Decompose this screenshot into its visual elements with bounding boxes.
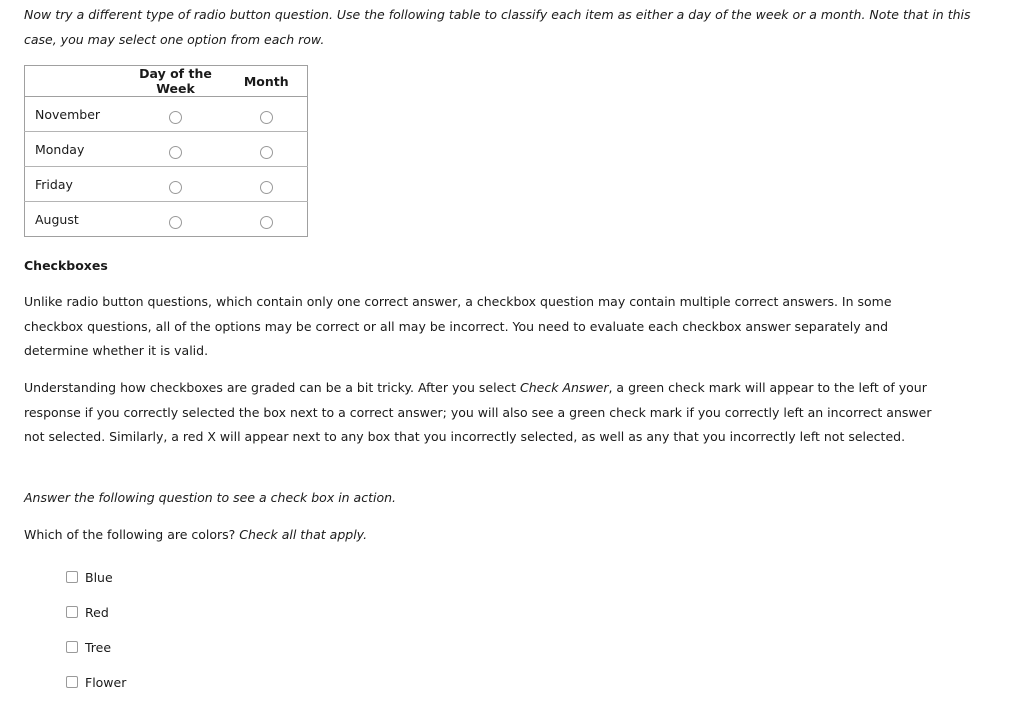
radio-month[interactable]	[260, 216, 273, 229]
checkbox-blue[interactable]	[66, 571, 78, 583]
table-row	[25, 97, 308, 132]
row-label: November	[25, 97, 126, 132]
radio-day-of-week[interactable]	[169, 111, 182, 124]
radio-day-of-week[interactable]	[169, 146, 182, 159]
table-row	[25, 167, 308, 202]
grading-text-start: Understanding how checkboxes are graded can be a bit tricky. After you select	[24, 380, 521, 395]
option-label: Flower	[85, 674, 127, 690]
grading-text-end: , a green check mark will appear to the left of your response if you correctly selected the box next to a correct answer; you will also see a green check mark if you correctly left an incorrect answer not selected. Similarly, a red X will appear next to any box that you incorrectly selected, as well as any that you incorrectly left not selected.	[24, 380, 932, 445]
radio-month[interactable]	[260, 111, 273, 124]
header-month: Month	[226, 66, 308, 97]
checkbox-explanation-paragraph: Unlike radio button questions, which contain only one correct answer, a checkbox question may contain multiple correct answers. In some checkbox questions, all of the options may be correct or all may be incorrect. You need to evaluate each checkbox answer separately and determine whether it is valid.	[24, 294, 892, 359]
option-blue[interactable]	[66, 569, 113, 585]
classification-table	[24, 65, 308, 237]
option-flower[interactable]	[66, 674, 126, 690]
header-item	[25, 66, 126, 97]
question-text	[24, 527, 367, 542]
table-row	[25, 132, 308, 167]
checkboxes-heading: Checkboxes	[24, 258, 108, 273]
table-header-row	[25, 66, 308, 97]
option-label: Red	[85, 604, 109, 620]
check-answer-term: Check Answer	[520, 380, 609, 395]
option-label: Blue	[85, 569, 113, 585]
checkbox-flower[interactable]	[66, 676, 78, 688]
radio-month[interactable]	[260, 146, 273, 159]
checkbox-tree[interactable]	[66, 641, 78, 653]
option-tree[interactable]	[66, 639, 111, 655]
intro-instructions: Now try a different type of radio button question. Use the following table to classify each item as either a day of the week or a month. Note that in this case, you may select one option from each row.	[24, 7, 971, 47]
action-prompt: Answer the following question to see a check box in action.	[24, 490, 397, 505]
grading-explanation-paragraph	[24, 376, 954, 450]
row-label: August	[25, 202, 126, 237]
radio-day-of-week[interactable]	[169, 181, 182, 194]
row-label: Monday	[25, 132, 126, 167]
checkbox-red[interactable]	[66, 606, 78, 618]
question-hint: Check all that apply.	[239, 527, 368, 542]
question-stem: Which of the following are colors?	[24, 527, 240, 542]
table-row	[25, 202, 308, 237]
option-label: Tree	[85, 639, 112, 655]
option-red[interactable]	[66, 604, 109, 620]
header-day-of-week: Day of the Week	[126, 66, 226, 97]
radio-day-of-week[interactable]	[169, 216, 182, 229]
radio-month[interactable]	[260, 181, 273, 194]
row-label: Friday	[25, 167, 126, 202]
